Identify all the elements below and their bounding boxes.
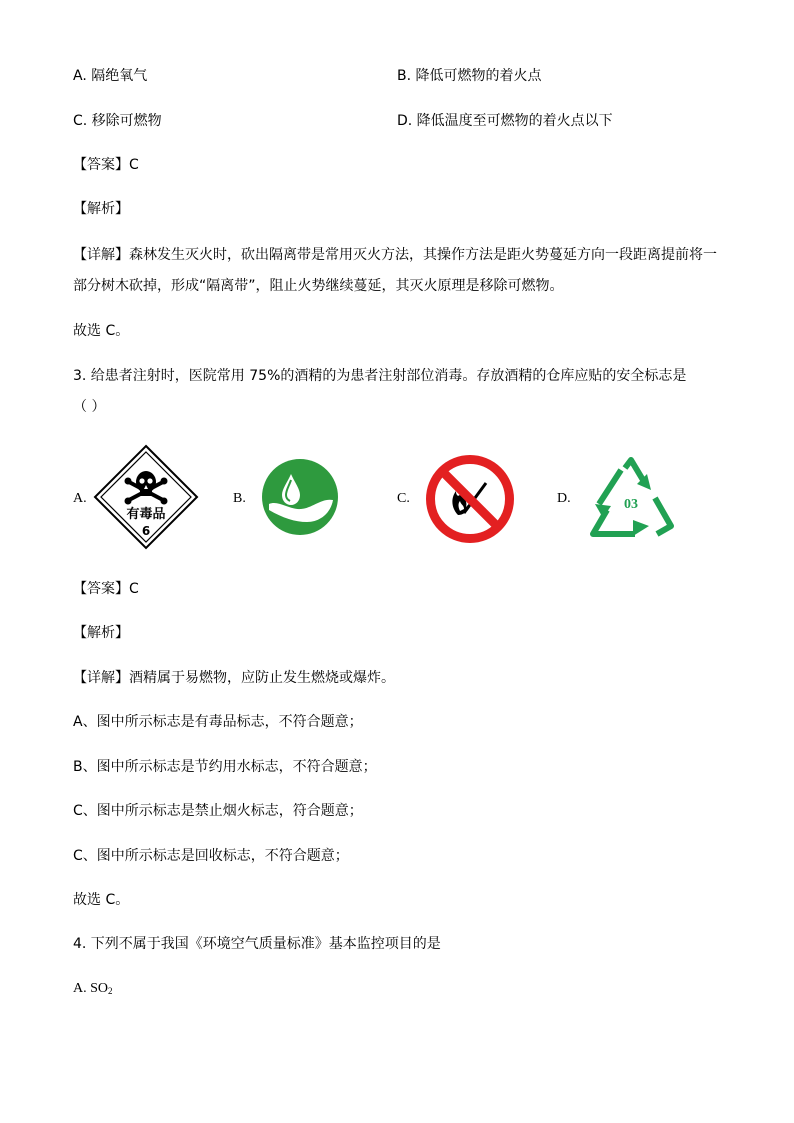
q4-stem: 4. 下列不属于我国《环境空气质量标准》基本监控项目的是 [73,936,441,952]
q3-answer: 【答案】C [73,581,139,597]
recycle-sign-number: 03 [624,497,638,512]
toxic-sign-number: 6 [141,524,151,538]
q2-analysis-label: 【解析】 [73,201,129,217]
q3-stem: 3. 给患者注射时，医院常用 75%的酒精的为患者注射部位消毒。存放酒精的仓库应贴的安全标志是 [73,368,687,384]
recycle-sign [585,456,677,540]
toxic-sign [93,444,199,550]
q2-conclusion: 故选 C。 [73,323,130,339]
toxic-sign-text: 有毒品 [126,507,166,522]
water-saving-sign [261,458,339,536]
q4-option-a-text: A. SO [73,981,109,996]
q3-blank: （ ） [73,399,106,415]
q3-option-a-label: A. [73,491,87,506]
q3-detail: 【详解】酒精属于易燃物，应防止发生燃烧或爆炸。 [73,670,395,686]
q3-explain-c: C、图中所示标志是禁止烟火标志，符合题意； [73,803,363,819]
q3-explain-b: B、图中所示标志是节约用水标志，不符合题意； [73,759,377,775]
q3-explain-a: A、图中所示标志是有毒品标志，不符合题意； [73,714,363,730]
q2-option-a: A. 隔绝氧气 [73,68,148,84]
q3-explain-d: C、图中所示标志是回收标志，不符合题意； [73,848,349,864]
q2-answer: 【答案】C [73,157,139,173]
q3-analysis-label: 【解析】 [73,625,129,641]
q2-detail: 【详解】森林发生灭火时，砍出隔离带是常用灭火方法，其操作方法是距火势蔓延方向一段距离提前将一部分树木砍掉，形成“隔离带”，阻止火势继续蔓延，其灭火原理是移除可燃物。 [73,247,717,294]
q4-option-a-subscript: 2 [108,986,113,996]
q3-option-d-label: D. [557,491,571,506]
q2-option-d: D. 降低温度至可燃物的着火点以下 [397,113,613,129]
q2-option-b: B. 降低可燃物的着火点 [397,68,542,84]
q3-option-c-label: C. [397,491,410,506]
no-fire-sign [424,453,516,545]
q2-option-c: C. 移除可燃物 [73,113,162,129]
q3-option-b-label: B. [233,491,246,506]
q3-conclusion: 故选 C。 [73,892,130,908]
q4-option-a [73,979,113,1001]
